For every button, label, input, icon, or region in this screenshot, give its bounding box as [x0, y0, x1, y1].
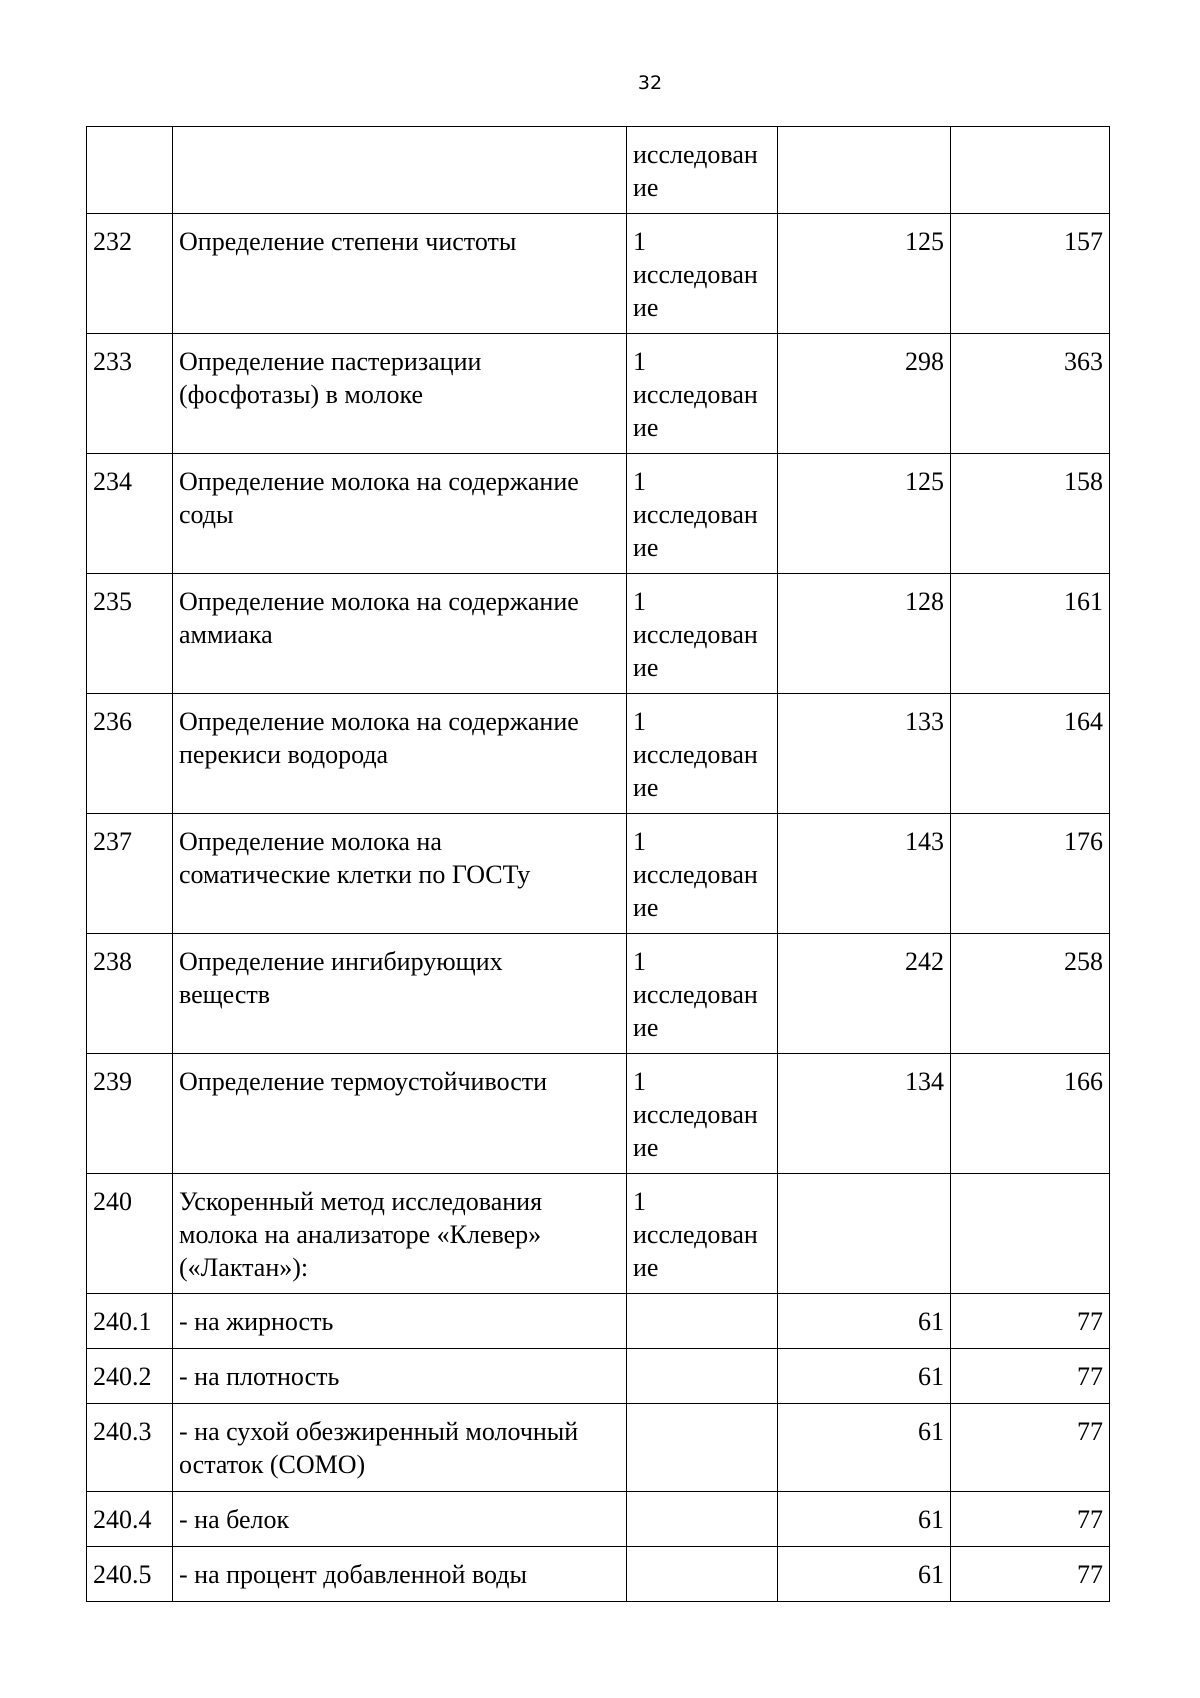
unit-cell: 1 исследован ие [627, 1054, 778, 1174]
table-row [87, 127, 1110, 214]
table-row [87, 574, 1110, 694]
row-number-cell: 235 [87, 574, 173, 694]
price-with-vat-cell: 77 [951, 1294, 1110, 1349]
unit-cell [627, 1294, 778, 1349]
unit-cell: 1 исследован ие [627, 454, 778, 574]
table-body [87, 127, 1110, 1602]
table-row [87, 1492, 1110, 1547]
table-row [87, 934, 1110, 1054]
service-name-cell: Определение степени чистоты [173, 214, 627, 334]
unit-cell [627, 1404, 778, 1492]
price-cell: 61 [778, 1294, 951, 1349]
service-name-cell: Определение молока на содержание перекиси водорода [173, 694, 627, 814]
unit-cell: 1 исследован ие [627, 934, 778, 1054]
table-row [87, 814, 1110, 934]
price-cell: 143 [778, 814, 951, 934]
price-cell [778, 1174, 951, 1294]
service-name-cell: - на жирность [173, 1294, 627, 1349]
service-name-cell [173, 127, 627, 214]
table-row [87, 1054, 1110, 1174]
service-name-cell: Определение молока на соматические клетки по ГОСТу [173, 814, 627, 934]
service-name-cell: - на процент добавленной воды [173, 1547, 627, 1602]
table-row [87, 334, 1110, 454]
row-number-cell: 236 [87, 694, 173, 814]
service-name-cell: Определение пастеризации (фосфотазы) в молоке [173, 334, 627, 454]
row-number-cell: 240.5 [87, 1547, 173, 1602]
price-cell: 125 [778, 214, 951, 334]
price-cell: 61 [778, 1404, 951, 1492]
unit-cell: исследован ие [627, 127, 778, 214]
price-with-vat-cell: 176 [951, 814, 1110, 934]
price-cell: 125 [778, 454, 951, 574]
unit-cell: 1 исследован ие [627, 814, 778, 934]
price-with-vat-cell: 161 [951, 574, 1110, 694]
unit-cell [627, 1547, 778, 1602]
price-with-vat-cell: 164 [951, 694, 1110, 814]
row-number-cell: 240 [87, 1174, 173, 1294]
unit-cell [627, 1349, 778, 1404]
price-with-vat-cell: 77 [951, 1349, 1110, 1404]
row-number-cell: 240.4 [87, 1492, 173, 1547]
table-row [87, 1404, 1110, 1492]
service-name-cell: Определение термоустойчивости [173, 1054, 627, 1174]
service-name-cell: - на плотность [173, 1349, 627, 1404]
row-number-cell: 240.3 [87, 1404, 173, 1492]
price-cell [778, 127, 951, 214]
price-cell: 61 [778, 1349, 951, 1404]
service-name-cell: Ускоренный метод исследования молока на анализаторе «Клевер» («Лактан»): [173, 1174, 627, 1294]
service-name-cell: Определение ингибирующих веществ [173, 934, 627, 1054]
row-number-cell: 240.1 [87, 1294, 173, 1349]
unit-cell: 1 исследован ие [627, 574, 778, 694]
row-number-cell: 233 [87, 334, 173, 454]
service-name-cell: - на белок [173, 1492, 627, 1547]
price-cell: 61 [778, 1547, 951, 1602]
price-cell: 61 [778, 1492, 951, 1547]
price-cell: 134 [778, 1054, 951, 1174]
table-row [87, 1294, 1110, 1349]
price-cell: 242 [778, 934, 951, 1054]
price-cell: 128 [778, 574, 951, 694]
price-with-vat-cell: 258 [951, 934, 1110, 1054]
unit-cell [627, 1492, 778, 1547]
row-number-cell: 238 [87, 934, 173, 1054]
row-number-cell: 234 [87, 454, 173, 574]
price-with-vat-cell [951, 127, 1110, 214]
row-number-cell: 232 [87, 214, 173, 334]
unit-cell: 1 исследован ие [627, 214, 778, 334]
price-table [86, 126, 1110, 1602]
table-row [87, 1174, 1110, 1294]
service-name-cell: - на сухой обезжиренный молочный остаток (СОМО) [173, 1404, 627, 1492]
price-with-vat-cell [951, 1174, 1110, 1294]
price-with-vat-cell: 158 [951, 454, 1110, 574]
table-row [87, 694, 1110, 814]
price-cell: 133 [778, 694, 951, 814]
row-number-cell: 237 [87, 814, 173, 934]
price-with-vat-cell: 157 [951, 214, 1110, 334]
price-with-vat-cell: 77 [951, 1492, 1110, 1547]
table-row [87, 214, 1110, 334]
table-row [87, 454, 1110, 574]
service-name-cell: Определение молока на содержание соды [173, 454, 627, 574]
row-number-cell [87, 127, 173, 214]
page-number: 32 [637, 72, 663, 94]
price-cell: 298 [778, 334, 951, 454]
price-with-vat-cell: 77 [951, 1404, 1110, 1492]
row-number-cell: 239 [87, 1054, 173, 1174]
price-with-vat-cell: 166 [951, 1054, 1110, 1174]
price-with-vat-cell: 363 [951, 334, 1110, 454]
table-row [87, 1349, 1110, 1404]
price-with-vat-cell: 77 [951, 1547, 1110, 1602]
row-number-cell: 240.2 [87, 1349, 173, 1404]
unit-cell: 1 исследован ие [627, 1174, 778, 1294]
unit-cell: 1 исследован ие [627, 334, 778, 454]
table-row [87, 1547, 1110, 1602]
service-name-cell: Определение молока на содержание аммиака [173, 574, 627, 694]
unit-cell: 1 исследован ие [627, 694, 778, 814]
